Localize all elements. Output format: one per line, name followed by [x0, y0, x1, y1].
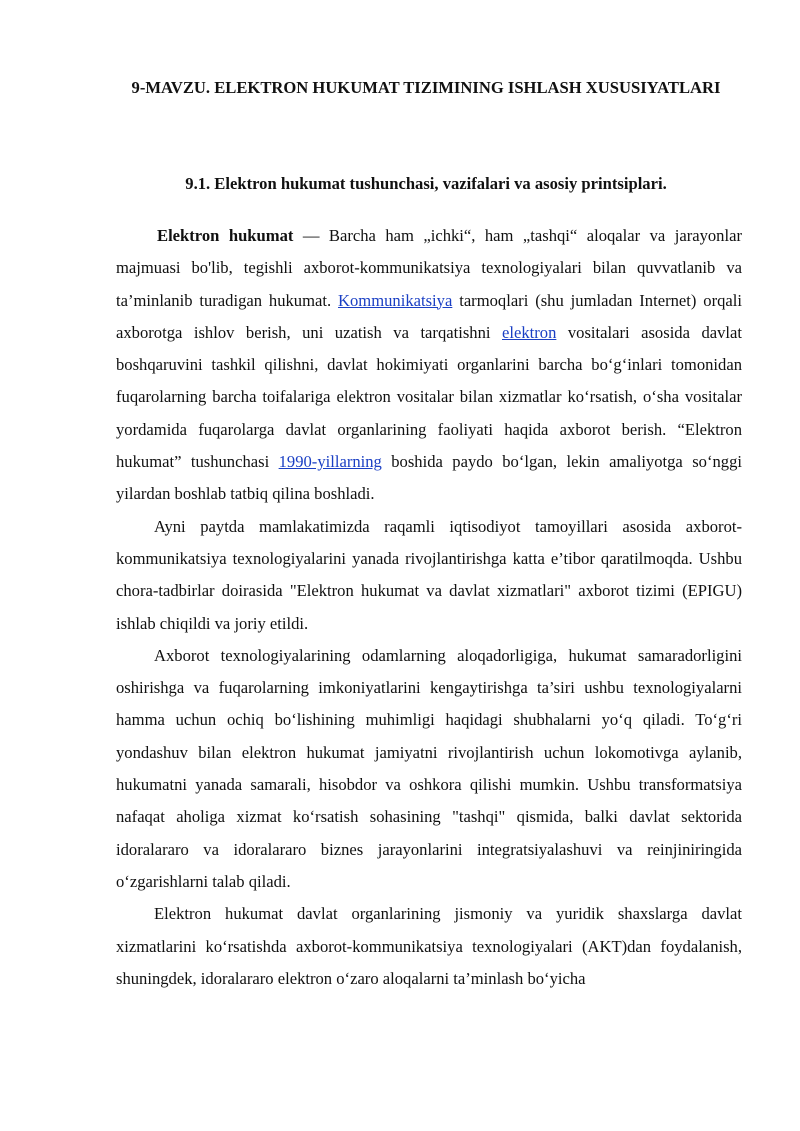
- term-elektron-hukumat: Elektron hukumat: [157, 226, 294, 245]
- paragraph-axborot-texnologiyalari: Axborot texnologiyalarining odamlarning aloqadorligiga, hukumat samaradorligini oshirishga va fuqarolarning imkoniyatlarini kengaytirishga ta’siri ushbu texnologiyalarni hamma uchun ochiq boʻlishining muhimligi haqidagi shubhalarni yoʻq qiladi. Toʻgʻri yondashuv bilan elektron hukumat jamiyatni rivojlantirish uchun lokomotivga aylanib, hukumatni yanada samarali, hisobdor va oshkora qilishi mumkin. Ushbu transformatsiya nafaqat aholiga xizmat koʻrsatish sohasining "tashqi" qismida, balki davlat sektorida idoralararo va idoralararo biznes jarayonlarini integratsiyalashuvi va reinjiniringida oʻzgarishlarni talab qiladi.: [116, 645, 742, 891]
- document-body: [116, 220, 742, 995]
- paragraph-akt: Elektron hukumat davlat organlarining jismoniy va yuridik shaxslarga davlat xizmatlarini koʻrsatishda axborot-kommunikatsiya texnologiyalari (AKT)dan foydalanish, shuningdek, idoralararo elektron oʻzaro aloqalarni ta’minlash boʻyicha: [116, 904, 742, 988]
- link-1990-yillarning[interactable]: 1990-yillarning: [278, 452, 382, 472]
- paragraph-definition: [116, 220, 742, 511]
- link-elektron[interactable]: elektron: [502, 322, 557, 342]
- link-kommunikatsiya[interactable]: Kommunikatsiya: [338, 290, 453, 310]
- paragraph-text: — Barcha ham „ichki“, ham „tashqi“ aloqalar va jarayonlar majmuasi bo'lib, tegishli axborot-kommunikatsiya texnologiyalari bilan quvvatlanib va ta’minlanib turadigan hukumat.: [116, 226, 742, 310]
- paragraph-epigu: Ayni paytda mamlakatimizda raqamli iqtisodiyot tamoyillari asosida axborot-kommunikatsiya texnologiyalarini yanada rivojlantirishga katta e’tibor qaratilmoqda. Ushbu chora-tadbirlar doirasida "Elektron hukumat va davlat xizmatlari" axborot tizimi (EPIGU) ishlab chiqildi va joriy etildi.: [116, 516, 742, 633]
- paragraph-text: tarmoqlari (shu jumladan Internet) orqali axborotga ishlov berish, uni uzatish va tarqatishni: [116, 290, 742, 342]
- paragraph-text: vositalari asosida davlat boshqaruvini tashkil qilishni, davlat hokimiyati organlarini barcha boʻgʻinlari tomonidan fuqarolarning barcha toifalariga elektron vositalar bilan xizmatlar koʻrsatish, oʻsha vositalar yordamida fuqarolarga davlat organlarining faoliyati haqida axborot berish. “Elektron hukumat” tushunchasi: [116, 322, 742, 472]
- paragraph-text: boshida paydo boʻlgan, lekin amaliyotga soʻnggi yilardan boshlab tatbiq qilina boshladi.: [116, 452, 742, 504]
- section-heading: 9.1. Elektron hukumat tushunchasi, vazifalari va asosiy printsiplari.: [185, 174, 667, 193]
- page-title: 9-MAVZU. ELEKTRON HUKUMAT TIZIMINING ISHLASH XUSUSIYATLARI: [131, 78, 721, 97]
